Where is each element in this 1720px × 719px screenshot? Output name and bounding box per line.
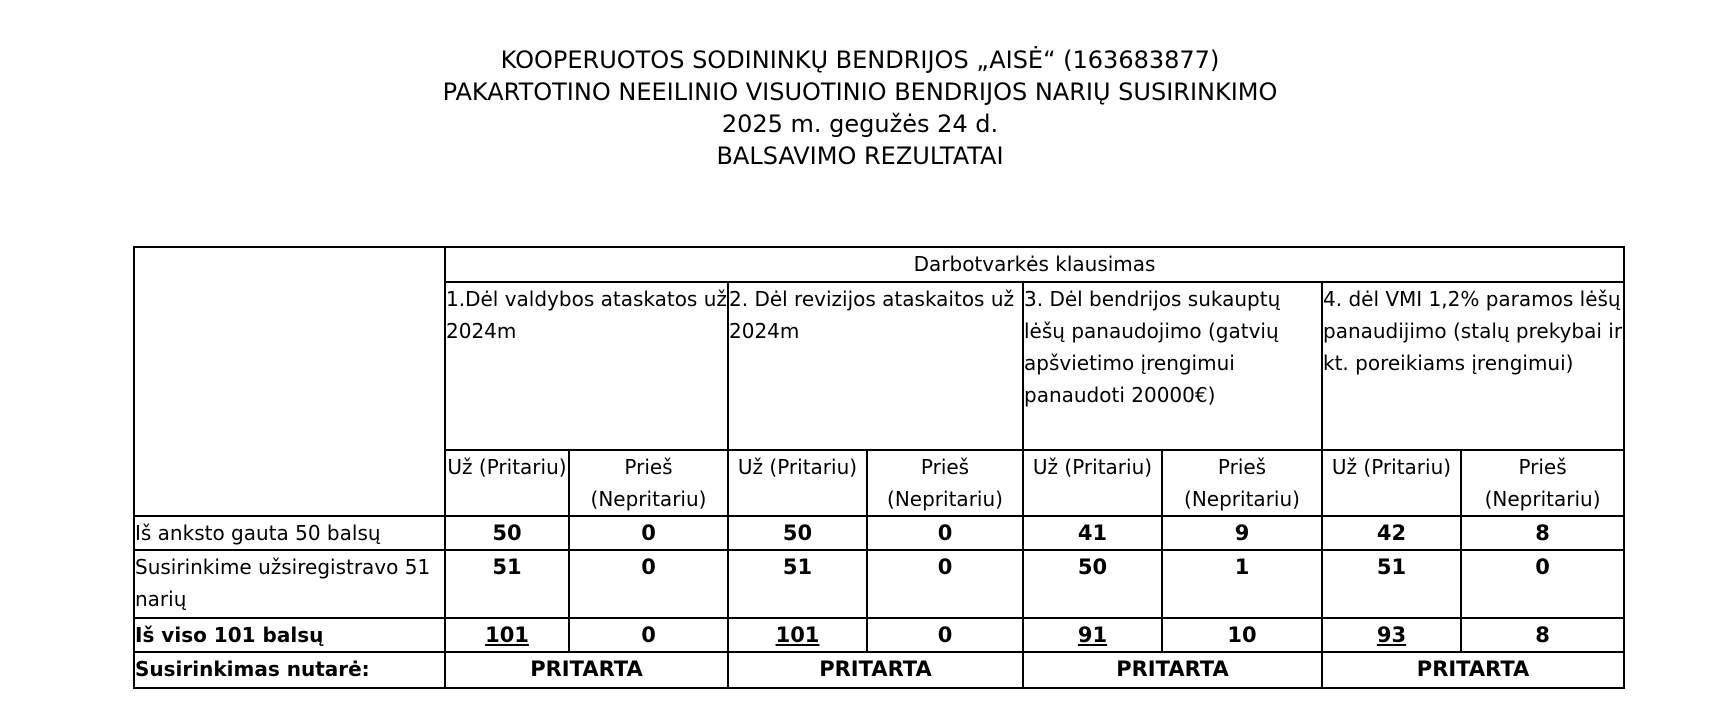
vote-value: 0 xyxy=(569,550,728,618)
row-label-advance-votes: Iš anksto gauta 50 balsų xyxy=(134,516,445,550)
row-label-total-votes: Iš viso 101 balsų xyxy=(134,618,445,652)
document-header xyxy=(0,44,1720,172)
table-row xyxy=(134,618,1624,652)
vote-value: 1 xyxy=(1162,550,1322,618)
q2-for-header: Už (Pritariu) xyxy=(728,450,867,516)
vote-value: 10 xyxy=(1162,618,1322,652)
decision-q2: PRITARTA xyxy=(728,652,1023,688)
vote-value: 42 xyxy=(1322,516,1461,550)
q1-against-header: Prieš (Nepritariu) xyxy=(569,450,728,516)
question-1: 1.Dėl valdybos ataskatos už 2024m xyxy=(445,282,728,450)
vote-value: 0 xyxy=(867,516,1023,550)
question-3: 3. Dėl bendrijos sukauptų lėšų panaudojimo (gatvių apšvietimo įrengimui panaudoti 20000€) xyxy=(1023,282,1322,450)
vote-value: 41 xyxy=(1023,516,1162,550)
vote-value-underlined: 93 xyxy=(1376,623,1407,647)
vote-value: 51 xyxy=(1322,550,1461,618)
vote-value: 9 xyxy=(1162,516,1322,550)
question-4: 4. dėl VMI 1,2% paramos lėšų panaudijimo (stalų prekybai ir kt. poreikiams įrengimui) xyxy=(1322,282,1624,450)
voting-results-table xyxy=(133,246,1625,689)
vote-value: 0 xyxy=(867,550,1023,618)
header-line-meeting: PAKARTOTINO NEEILINIO VISUOTINIO BENDRIJOS NARIŲ SUSIRINKIMO xyxy=(442,78,1278,106)
q4-for-header: Už (Pritariu) xyxy=(1322,450,1461,516)
q1-for-header: Už (Pritariu) xyxy=(445,450,569,516)
header-line-title: BALSAVIMO REZULTATAI xyxy=(716,142,1004,170)
vote-value: 51 xyxy=(728,550,867,618)
vote-value-total xyxy=(728,618,867,652)
vote-value-underlined: 101 xyxy=(775,623,820,647)
vote-value: 50 xyxy=(1023,550,1162,618)
decision-row xyxy=(134,652,1624,688)
agenda-header: Darbotvarkės klausimas xyxy=(445,247,1624,282)
vote-value: 8 xyxy=(1461,618,1624,652)
decision-q1: PRITARTA xyxy=(445,652,728,688)
header-line-date: 2025 m. gegužės 24 d. xyxy=(721,110,999,138)
vote-value-total xyxy=(1023,618,1162,652)
decision-q3: PRITARTA xyxy=(1023,652,1322,688)
vote-value: 50 xyxy=(728,516,867,550)
vote-value-total xyxy=(445,618,569,652)
vote-value-underlined: 91 xyxy=(1077,623,1108,647)
vote-value: 0 xyxy=(569,618,728,652)
row-label-registered-members: Susirinkime užsiregistravo 51 narių xyxy=(134,550,445,618)
header-line-organization: KOOPERUOTOS SODININKŲ BENDRIJOS „AISĖ“ (163683877) xyxy=(500,46,1220,74)
q3-against-header: Prieš (Nepritariu) xyxy=(1162,450,1322,516)
corner-cell xyxy=(134,247,445,516)
vote-value: 50 xyxy=(445,516,569,550)
vote-value-underlined: 101 xyxy=(485,623,529,647)
question-2: 2. Dėl revizijos ataskaitos už 2024m xyxy=(728,282,1023,450)
vote-value-total xyxy=(1322,618,1461,652)
q2-against-header: Prieš (Nepritariu) xyxy=(867,450,1023,516)
q3-for-header: Už (Pritariu) xyxy=(1023,450,1162,516)
vote-value: 0 xyxy=(1461,550,1624,618)
decision-q4: PRITARTA xyxy=(1322,652,1624,688)
q4-against-header: Prieš (Nepritariu) xyxy=(1461,450,1624,516)
vote-value: 51 xyxy=(445,550,569,618)
table-row xyxy=(134,516,1624,550)
vote-value: 0 xyxy=(867,618,1023,652)
vote-value: 0 xyxy=(569,516,728,550)
row-label-decision: Susirinkimas nutarė: xyxy=(134,652,445,688)
vote-value: 8 xyxy=(1461,516,1624,550)
table-row xyxy=(134,550,1624,618)
